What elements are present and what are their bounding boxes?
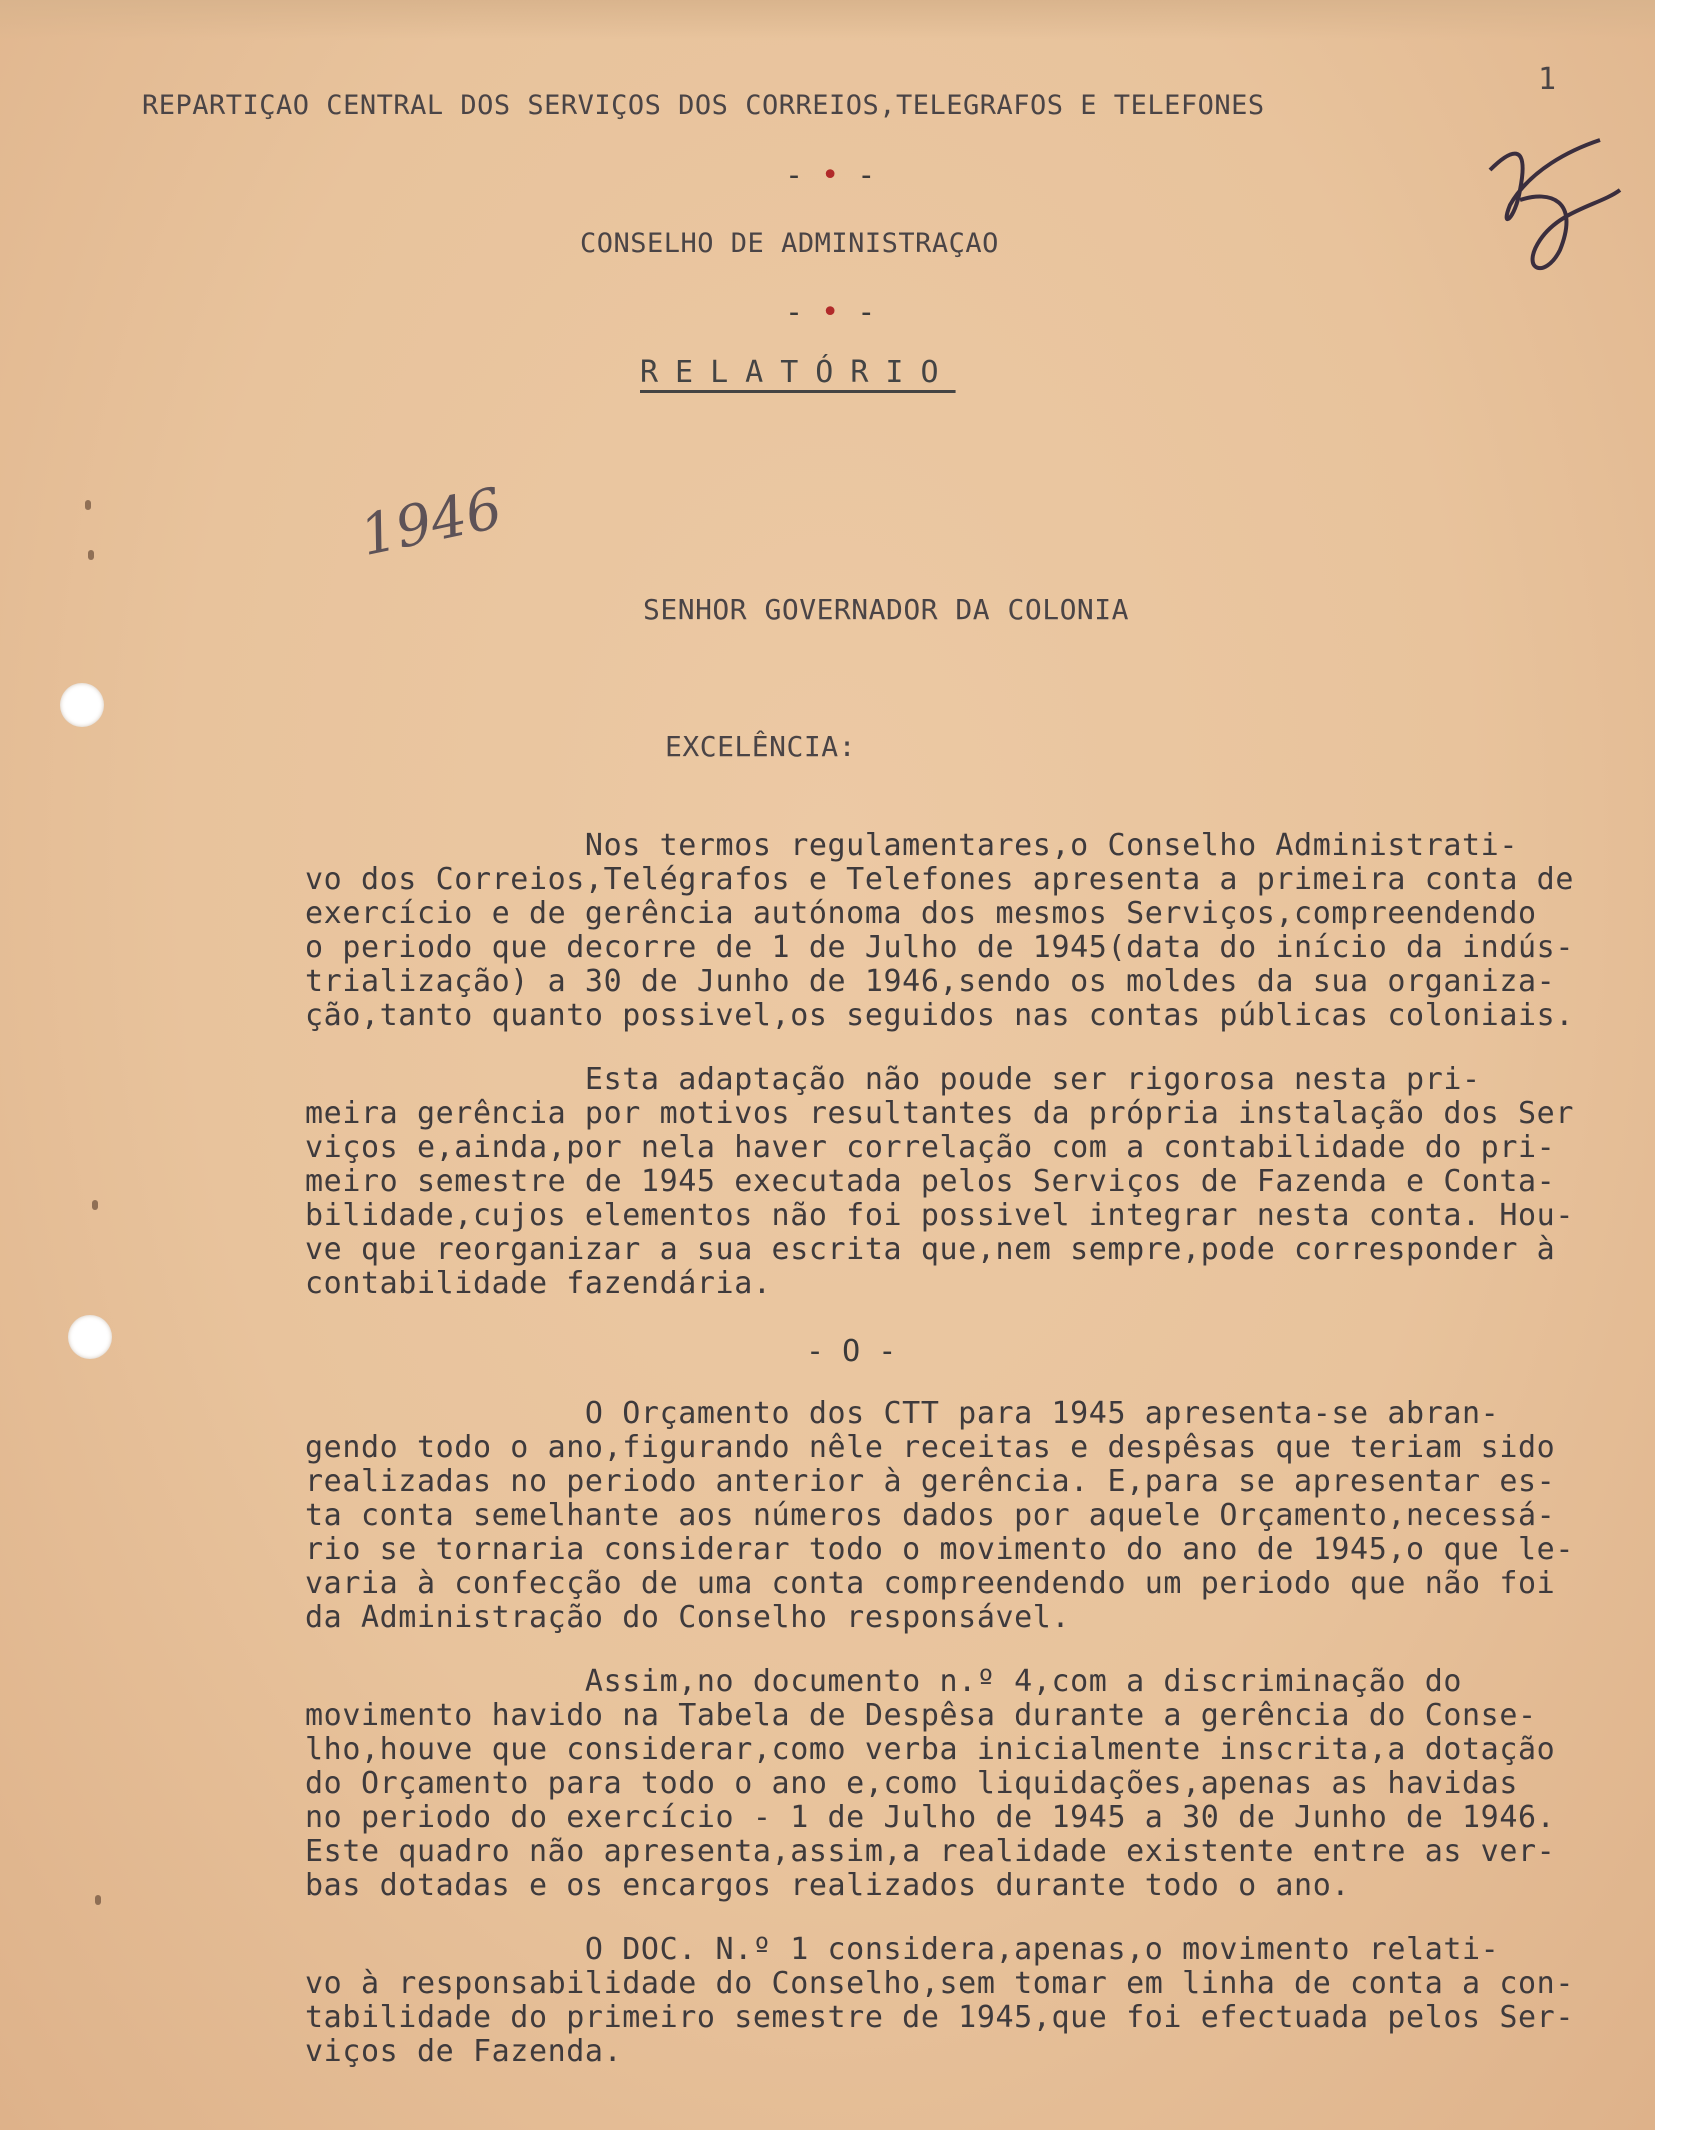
report-title: RELATÓRIO (640, 355, 956, 390)
handwritten-year: 1946 (354, 475, 508, 570)
binding-mark (95, 1895, 101, 1905)
council-title: CONSELHO DE ADMINISTRAÇAO (580, 228, 999, 259)
p2-line: meiro semestre de 1945 executada pelos Serviços de Fazenda e Conta- (305, 1164, 1556, 1199)
p2-line: bilidade,cujos elementos não foi possivel integrar nesta conta. Hou- (305, 1198, 1574, 1233)
p3-line: gendo todo o ano,figurando nêle receitas e despêsas que teriam sido (305, 1430, 1556, 1465)
p4-line: lho,houve que considerar,como verba inicialmente inscrita,a dotação (305, 1732, 1556, 1767)
p5-line: tabilidade do primeiro semestre de 1945,que foi efectuada pelos Ser- (305, 2000, 1574, 2035)
p4-line: bas dotadas e os encargos realizados durante todo o ano. (305, 1868, 1351, 1903)
p1-line: vo dos Correios,Telégrafos e Telefones apresenta a primeira conta de (305, 862, 1574, 897)
page-number: 1 (1538, 62, 1557, 97)
p5-line: vo à responsabilidade do Conselho,sem tomar em linha de conta a con- (305, 1966, 1574, 2001)
paper-edge (0, 0, 1655, 40)
p1-line: o periodo que decorre de 1 de Julho de 1945(data do início da indús- (305, 930, 1574, 965)
p2-line: ve que reorganizar a sua escrita que,nem sempre,pode corresponder à (305, 1232, 1556, 1267)
p4-line: Este quadro não apresenta,assim,a realidade existente entre as ver- (305, 1834, 1556, 1869)
binding-mark (88, 550, 94, 560)
salutation: SENHOR GOVERNADOR DA COLONIA (643, 593, 1130, 626)
p1-line: trialização) a 30 de Junho de 1946,sendo os moldes da sua organiza- (305, 964, 1556, 999)
p3-line: da Administração do Conselho responsável. (305, 1600, 1071, 1635)
p3-line: O Orçamento dos CTT para 1945 apresenta-se abran- (305, 1396, 1500, 1431)
punch-hole-bottom (68, 1315, 112, 1359)
punch-hole-top (60, 683, 104, 727)
p1-line: ção,tanto quanto possivel,os seguidos nas contas públicas coloniais. (305, 998, 1574, 1033)
p5-line: O DOC. N.º 1 considera,apenas,o movimento relati- (305, 1932, 1500, 1967)
p3-line: ta conta semelhante aos números dados por aquele Orçamento,necessá- (305, 1498, 1556, 1533)
p1-line: Nos termos regulamentares,o Conselho Administrati- (305, 828, 1518, 863)
p2-line: meira gerência por motivos resultantes da própria instalação dos Ser (305, 1096, 1574, 1131)
p1-line: exercício e de gerência autónoma dos mesmos Serviços,compreendendo (305, 896, 1537, 931)
p4-line: no periodo do exercício - 1 de Julho de 1945 a 30 de Junho de 1946. (305, 1800, 1556, 1835)
p4-line: Assim,no documento n.º 4,com a discriminação do (305, 1664, 1463, 1699)
signature-mark (1450, 110, 1650, 280)
p3-line: varia à confecção de uma conta compreendendo um periodo que não foi (305, 1566, 1556, 1601)
binding-mark (92, 1200, 98, 1210)
organization-header: REPARTIÇAO CENTRAL DOS SERVIÇOS DOS CORREIOS,TELEGRAFOS E TELEFONES (142, 90, 1265, 121)
p4-line: movimento havido na Tabela de Despêsa durante a gerência do Conse- (305, 1698, 1537, 1733)
p2-line: contabilidade fazendária. (305, 1266, 772, 1301)
separator-dash-2: - • - (785, 295, 876, 330)
p3-line: rio se tornaria considerar todo o movimento do ano de 1945,o que le- (305, 1532, 1574, 1567)
p3-line: realizadas no periodo anterior à gerência. E,para se apresentar es- (305, 1464, 1556, 1499)
p2-line: viços e,ainda,por nela haver correlação com a contabilidade do pri- (305, 1130, 1556, 1165)
greeting: EXCELÊNCIA: (665, 730, 856, 763)
section-separator: - O - (806, 1334, 897, 1369)
separator-dash-1: - • - (785, 158, 876, 193)
p5-line: viços de Fazenda. (305, 2034, 623, 2069)
p4-line: do Orçamento para todo o ano e,como liquidações,apenas as havidas (305, 1766, 1518, 1801)
p2-line: Esta adaptação não poude ser rigorosa nesta pri- (305, 1062, 1481, 1097)
binding-mark (85, 500, 91, 510)
